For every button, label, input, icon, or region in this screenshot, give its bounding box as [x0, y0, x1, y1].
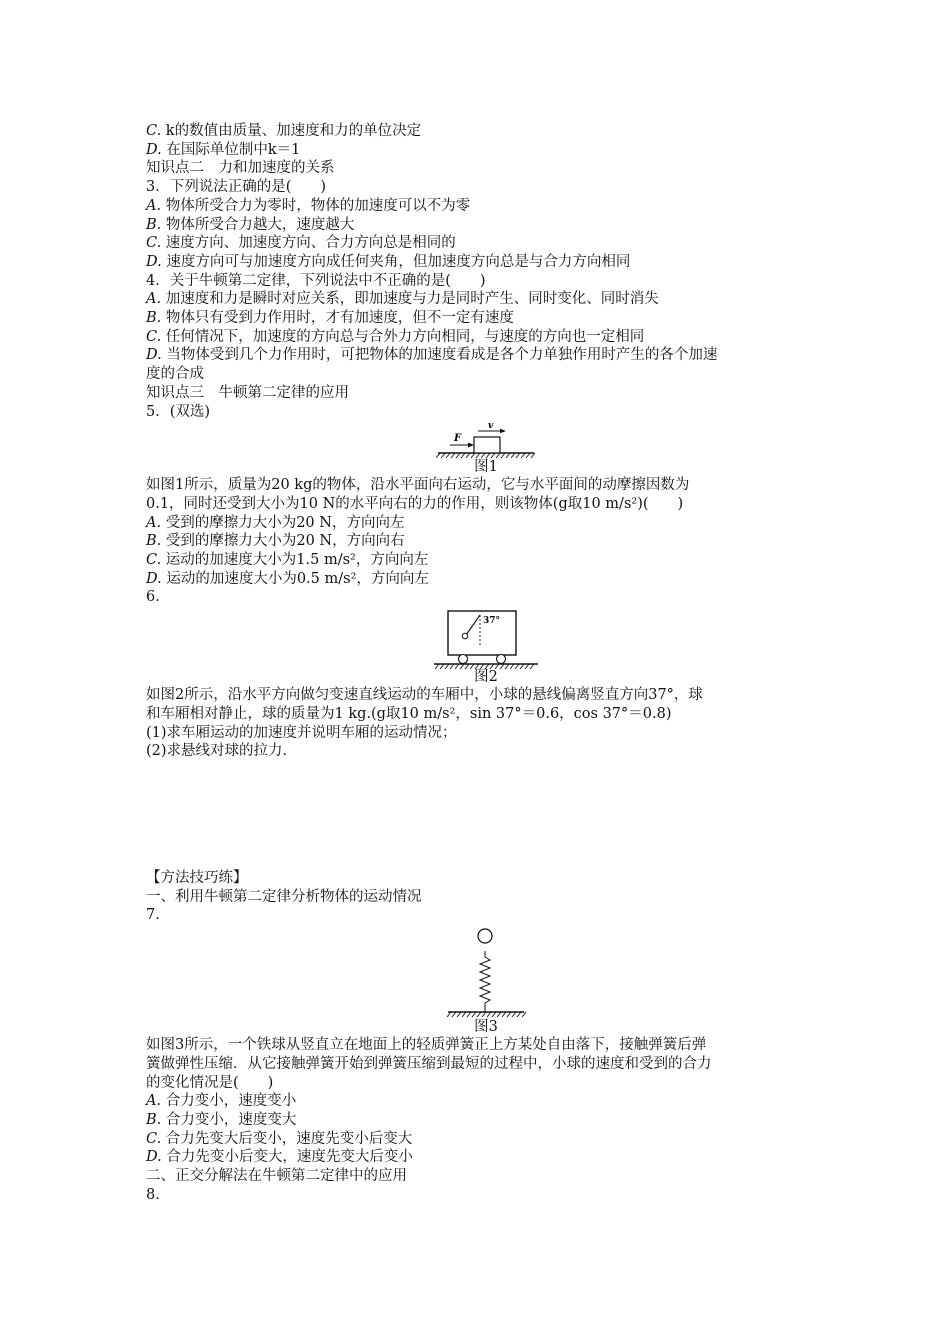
text-line: [146, 346, 826, 365]
figure-1-caption: 图1: [474, 459, 498, 476]
option-letter: B.: [146, 533, 162, 550]
line-text: 任何情况下，加速度的方向总与合外力方向相同，与速度的方向也一定相同: [161, 328, 645, 345]
text-block-b: [146, 476, 826, 607]
option-letter: B.: [146, 1111, 162, 1128]
line-text: 速度方向可与加速度方向成任何夹角，但加速度方向总是与合力方向相同: [161, 253, 631, 270]
line-text: 加速度和力是瞬时对应关系，即加速度与力是同时产生、同时变化、同时消失: [161, 291, 659, 308]
text-line: [146, 309, 826, 328]
line-text: 受到的摩擦力大小为20 N，方向向右: [161, 533, 405, 550]
line-text: 如图1所示，质量为20 kg的物体，沿水平面向右运动，它与水平面间的动摩擦因数为: [146, 477, 690, 494]
text-line: [146, 906, 826, 925]
line-text: 5．(双选): [146, 403, 211, 420]
option-letter: A.: [146, 1093, 162, 1110]
text-line: [146, 724, 826, 743]
line-text: 在国际单位制中k＝1: [161, 141, 301, 158]
option-letter: A.: [146, 514, 162, 531]
text-block-a: [146, 122, 826, 421]
option-letter: C.: [146, 123, 162, 139]
figure-2-caption: 图2: [474, 669, 498, 686]
text-line: [146, 290, 826, 309]
line-text: k的数值由质量、加速度和力的单位决定: [161, 123, 422, 139]
text-line: [146, 532, 826, 551]
option-letter: B.: [146, 216, 162, 233]
option-letter: C.: [146, 235, 162, 252]
text-line: [146, 1148, 826, 1167]
line-text: 的变化情况是( ): [146, 1074, 274, 1091]
velocity-label: v: [488, 423, 494, 432]
option-letter: A.: [146, 197, 162, 214]
option-letter: D.: [146, 347, 162, 364]
text-line: [146, 1074, 826, 1093]
text-line: [146, 197, 826, 216]
line-text: 合力变小，速度变小: [161, 1093, 297, 1110]
line-text: 合力先变大后变小，速度先变小后变大: [161, 1130, 413, 1147]
option-letter: D.: [146, 253, 162, 270]
angle-label: 37°: [483, 616, 501, 627]
line-text: 7.: [146, 907, 160, 924]
line-text: (2)求悬线对球的拉力.: [146, 743, 288, 760]
text-line: [146, 1111, 826, 1130]
figure-2: [146, 609, 826, 686]
line-text: 簧做弹性压缩．从它接触弹簧开始到弹簧压缩到最短的过程中，小球的速度和受到的合力: [146, 1055, 712, 1072]
line-text: 当物体受到几个力作用时，可把物体的加速度看成是各个力单独作用时产生的各个加速: [161, 347, 718, 364]
figure-2-diagram: [434, 609, 538, 669]
text-line: [146, 1130, 826, 1149]
option-letter: C.: [146, 552, 162, 569]
option-letter: C.: [146, 1130, 162, 1147]
option-letter: C.: [146, 328, 162, 345]
text-line: [146, 495, 826, 514]
option-letter: D.: [146, 141, 162, 158]
line-text: 度的合成: [146, 366, 204, 383]
text-line: [146, 384, 826, 403]
text-line: [146, 1186, 826, 1205]
text-line: [146, 570, 826, 589]
text-line: [146, 686, 826, 705]
force-label: F: [454, 433, 462, 445]
line-text: 和车厢相对静止，球的质量为1 kg.(g取10 m/s²，sin 37°＝0.6，cos 37°＝0.8): [146, 705, 672, 722]
document-page: [146, 122, 826, 1204]
line-text: 【方法技巧练】: [146, 869, 248, 886]
text-line: [146, 141, 826, 160]
option-letter: D.: [146, 570, 162, 587]
option-letter: D.: [146, 1149, 162, 1166]
text-line: [146, 869, 826, 888]
line-text: 速度方向、加速度方向、合力方向总是相同的: [161, 235, 456, 252]
text-line: [146, 365, 826, 384]
line-text: 一、利用牛顿第二定律分析物体的运动情况: [146, 888, 422, 905]
line-text: 知识点二 力和加速度的关系: [146, 160, 335, 177]
line-text: 二、正交分解法在牛顿第二定律中的应用: [146, 1168, 407, 1185]
line-text: 知识点三 牛顿第二定律的应用: [146, 384, 349, 401]
text-line: [146, 588, 826, 607]
option-letter: B.: [146, 310, 162, 327]
text-line: [146, 742, 826, 761]
text-line: [146, 178, 826, 197]
figure-1: [146, 423, 826, 476]
text-line: [146, 551, 826, 570]
text-line: [146, 514, 826, 533]
line-text: 运动的加速度大小为0.5 m/s²，方向向左: [161, 570, 429, 587]
text-line: [146, 476, 826, 495]
text-line: [146, 888, 826, 907]
line-text: 3．下列说法正确的是( ): [146, 179, 327, 196]
line-text: 物体所受合力为零时，物体的加速度可以不为零: [161, 197, 471, 214]
text-line: [146, 328, 826, 347]
line-text: 如图3所示，一个铁球从竖直立在地面上的轻质弹簧正上方某处自由落下，接触弹簧后弹: [146, 1037, 707, 1054]
line-text: 0.1，同时还受到大小为10 N的水平向右的力的作用，则该物体(g取10 m/s²)( ): [146, 495, 684, 512]
figure-3: [146, 927, 826, 1036]
line-text: 合力先变小后变大，速度先变大后变小: [161, 1149, 413, 1166]
line-text: 受到的摩擦力大小为20 N，方向向左: [161, 514, 405, 531]
text-line: [146, 1055, 826, 1074]
line-text: 6.: [146, 589, 160, 606]
text-line: [146, 234, 826, 253]
option-letter: A.: [146, 291, 162, 308]
figure-1-diagram: [436, 423, 536, 459]
text-line: [146, 1036, 826, 1055]
line-text: 4．关于牛顿第二定律，下列说法中不正确的是( ): [146, 272, 486, 289]
line-text: 合力变小，速度变大: [161, 1111, 297, 1128]
line-text: 8.: [146, 1186, 160, 1203]
text-line: [146, 1092, 826, 1111]
figure-3-caption: 图3: [474, 1019, 498, 1036]
line-text: 运动的加速度大小为1.5 m/s²，方向向左: [161, 552, 429, 569]
text-line: [146, 253, 826, 272]
line-text: 物体只有受到力作用时，才有加速度，但不一定有速度: [161, 310, 514, 327]
text-block-d: [146, 869, 826, 925]
text-block-c: [146, 686, 826, 761]
text-line: [146, 705, 826, 724]
text-line: [146, 403, 826, 422]
text-line: [146, 122, 826, 141]
text-line: [146, 216, 826, 235]
line-text: (1)求车厢运动的加速度并说明车厢的运动情况；: [146, 724, 457, 741]
text-block-e: [146, 1036, 826, 1204]
line-text: 如图2所示，沿水平方向做匀变速直线运动的车厢中，小球的悬线偏离竖直方向37°，球: [146, 687, 703, 704]
text-line: [146, 159, 826, 178]
line-text: 物体所受合力越大，速度越大: [161, 216, 355, 233]
answer-space: [146, 761, 826, 869]
text-line: [146, 272, 826, 291]
text-line: [146, 1167, 826, 1186]
figure-3-diagram: [444, 927, 528, 1019]
